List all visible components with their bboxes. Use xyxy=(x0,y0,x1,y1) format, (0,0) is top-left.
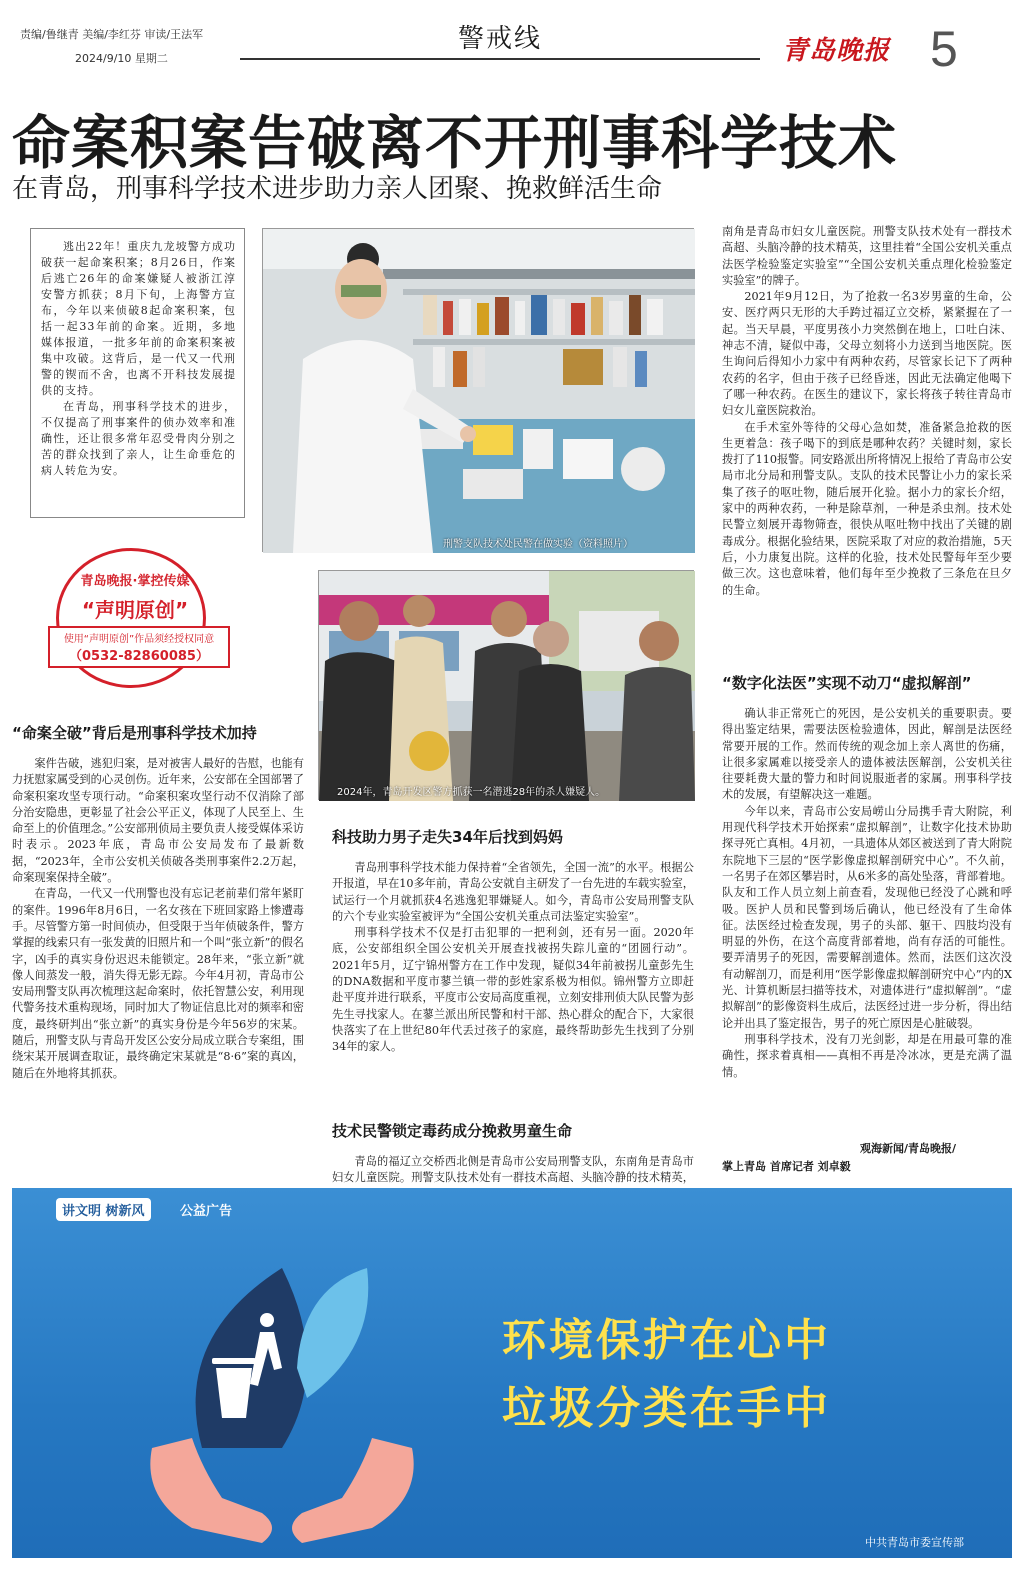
stamp-notice: 使用“声明原创”作品须经授权同意 xyxy=(63,634,215,645)
leaf-light-icon xyxy=(297,1268,368,1398)
article-paragraph: 刑事科学技术不仅是打击犯罪的一把利剑，还有另一面。2020年底，公安部组织全国公安机关开展查找被拐失踪儿童的“团圆行动”。2021年5月，辽宁锦州警方在工作中发现，疑似34年前被拐儿童彭先生的DNA数据和平度市蓼兰镇一带的彭姓家系极为相似。锦州警方立即赶赴平度并进行联系，平度市公安局高度重视，立刻安排刑侦大队民警为彭先生寻找家人。在蓼兰派出所民警和村干部、热心群众的配合下，大家很快落实了在上世纪80年代丢过孩子的家庭，最终帮助彭先生找到了分别34年的家人。 xyxy=(332,926,694,1054)
article-column xyxy=(332,1154,694,1185)
stamp-brand: 青岛晚报·掌控传媒 xyxy=(80,574,190,589)
right-hand-icon xyxy=(292,1438,414,1543)
stamp-phone: （0532-82860085） xyxy=(69,649,209,664)
sub-headline: 在青岛，刑事科学技术进步助力亲人团聚、挽救鲜活生命 xyxy=(12,174,663,204)
article-paragraph: 青岛的福辽立交桥西北侧是青岛市公安局刑警支队，东南角是青岛市妇女儿童医院。刑警支队技术处有一群技术高超、头脑冷静的技术精英， xyxy=(332,1155,694,1185)
article-paragraph: 青岛刑事科学技术能力保持着“全省领先，全国一流”的水平。根据公开报道，早在10多年前，青岛公安就自主研发了一台先进的车载实验室，试运行一个月就抓获4名逃逸犯罪嫌疑人。如今，青岛市公安局刑警支队的六个专业实验室被评为“全国公安机关重点司法鉴定实验室”。 xyxy=(332,861,694,923)
article-paragraph: 在青岛，一代又一代刑警也没有忘记老前辈们常年紧盯的案件。1996年8月6日，一名女孩在下班回家路上惨遭毒手。尽管警方第一时间侦办，但受限于当年侦破条件，警方掌握的线索只有一张发黄的旧照片和一个叫“张立新”的假名字，凶手的真实身份迟迟未能锁定。28年来，“张立新”就像人间蒸发一般，消失得无影无踪。今年4月初，青岛市公安局刑警支队再次梳理这起命案时，依托智慧公安，利用现代警务技术重构现场，同时加大了物证信息比对的频率和密度，最终研判出“张立新”的真实身份是今年56岁的宋某。随后，刑警支队与青岛开发区公安分局成立联合专案组，围绕宋某开展调查取证，最终确定宋某就是“8·6”案的真凶，随后在外地将其抓获。 xyxy=(12,887,304,1080)
stamp-notice-box xyxy=(48,626,230,668)
main-headline: 命案积案告破离不开刑事科学技术 xyxy=(12,109,898,177)
ad-type: 公益广告 xyxy=(180,1204,233,1219)
article-column xyxy=(332,860,694,1110)
lab-photo-illustration xyxy=(263,229,695,553)
ad-sponsor: 中共青岛市委宣传部 xyxy=(865,1536,964,1549)
article-paragraph: 在手术室外等待的父母心急如焚，准备紧急抢救的医生更着急：孩子喝下的到底是哪种农药？关键时刻，家长拨打了110报警。同安路派出所将情况上报给了青岛市公安局市北分局和刑警支队。支队的技术民警让小力的家长采集了孩子的呕吐物，随后展开化验。据小力的家长介绍，家中的两种农药，一种是除草剂，一种是杀虫剂。技术处民警立刻展开毒物筛查，很快从呕吐物中找出了关键的剧毒成分。根据化验结果，医院采取了对应的救治措施，5天后，小力康复出院。这样的化验，技术处民警每年至少要做三次。这也意味着，他们每年至少挽救了三条危在旦夕的生命。 xyxy=(722,420,1012,597)
page-number: 5 xyxy=(930,21,958,77)
photo-caption: 刑警支队技术处民警在做实验（资料照片） xyxy=(443,539,633,550)
ad-slogan-line2: 垃圾分类在手中 xyxy=(502,1383,831,1434)
byline: 观海新闻/青岛晚报/ xyxy=(860,1142,957,1155)
section-heading: 技术民警锁定毒药成分挽救男童生命 xyxy=(332,1122,573,1140)
left-hand-icon xyxy=(150,1438,272,1543)
article-column xyxy=(722,706,1012,1138)
ad-tag: 讲文明 树新风 xyxy=(56,1198,151,1221)
lab-photo xyxy=(262,228,694,552)
article-paragraph: 今年以来，青岛市公安局崂山分局携手青大附院，利用现代科学技术开始探索“虚拟解剖”，让数字化技术协助探寻死亡真相。4月初，一具遗体从郊区被送到了青大附院东院地下三层的“医学影像虚拟解剖研究中心”。不久前，一名男子在郊区攀岩时，从6米多的高处坠落，背部着地。队友和工作人员立刻上前查看，发现他已经没了心跳和呼吸。医护人员和民警到场后确认，他已经没有了生命体征。法医经过检查发现，男子的头部、躯干、四肢均没有明显的外伤，在这个高度背部着地，尚有存活的可能性。要弄清男子的死因，需要解剖遗体。然而，法医们这次没有动解剖刀，而是利用“医学影像虚拟解剖研究中心”内的X光、计算机断层扫描等技术，对遗体进行“虚拟解剖”。“虚拟解剖”的影像资料生成后，法医经过进一步分析，得出结论并出具了鉴定报告，男子的死亡原因是心脏破裂。 xyxy=(722,804,1012,1030)
ad-slogan-line1: 环境保护在心中 xyxy=(502,1315,831,1366)
public-service-ad xyxy=(12,1188,1012,1558)
section-heading: 科技助力男子走失34年后找到妈妈 xyxy=(332,828,563,846)
issue-date: 2024/9/10 星期二 xyxy=(75,52,168,65)
article-column xyxy=(12,756,304,1176)
article-paragraph: 确认非正常死亡的死因，是公安机关的重要职责。要得出鉴定结果，需要法医检验遗体，因此，解剖是法医经常要开展的工作。然而传统的观念加上亲人离世的伤痛，让很多家属难以接受亲人的遗体被法医解剖，公安机关往往要耗费大量的警力和时间说服逝者的家属。刑事科学技术的发展，有望解决这一难题。 xyxy=(722,707,1012,802)
article-paragraph: 刑事科学技术，没有刀光剑影，却是在用最可靠的准确性，探求着真相——真相不再是冷冰冰，更是充满了温情。 xyxy=(722,1032,1012,1079)
editor-credits: 责编/鲁继青 美编/李红芬 审读/王法军 xyxy=(20,28,204,41)
section-heading: “命案全破”背后是刑事科学技术加持 xyxy=(12,724,257,742)
arrest-photo xyxy=(318,570,694,800)
photo-caption: 2024年，青岛开发区警方抓获一名潜逃28年的杀人嫌疑人。 xyxy=(337,787,606,798)
lead-paragraph: 逃出22年！重庆九龙坡警方成功破获一起命案积案；8月26日，作案后逃亡26年的命案嫌疑人被浙江淳安警方抓获；8月下旬，上海警方宣布，今年以来侦破8起命案积案，包括一起33年前的命案。近期，多地媒体报道，一批多年前的命案积案被集中攻破。这背后，是一代又一代刑警的锲而不舍，也离不开科技发展提供的支持。 xyxy=(41,240,236,397)
header-rule xyxy=(240,58,760,60)
article-paragraph: 案件告破，逃犯归案，是对被害人最好的告慰，也能有力抚慰家属受到的心灵创伤。近年来，公安部在全国部署了命案积案攻坚专项行动。“命案积案攻坚行动不仅消除了部分治安隐患，更彰显了社会公平正义，体现了人民至上、生命至上的价值理念。”公安部刑侦局主要负责人接受媒体采访时表示。2023年底，青岛市公安局发布了最新数据，“2023年，全市公安机关侦破各类刑事案件2.2万起，命案现案保持全破”。 xyxy=(12,757,304,885)
byline: 掌上青岛 首席记者 刘卓毅 xyxy=(722,1160,851,1173)
lead-paragraph: 在青岛，刑事科学技术的进步，不仅提高了刑事案件的侦办效率和准确性，还让很多常年忍受骨肉分别之苦的群众找到了亲人，让生命垂危的病人转危为安。 xyxy=(41,400,236,477)
original-statement-stamp xyxy=(48,548,226,674)
article-paragraph: 南角是青岛市妇女儿童医院。刑警支队技术处有一群技术高超、头脑冷静的技术精英，这里挂着“全国公安机关重点法医学检验鉴定实验室”“全国公安机关重点理化检验鉴定实验室”的牌子。 xyxy=(722,225,1012,287)
article-column-continued xyxy=(722,224,1012,656)
arrest-photo-illustration xyxy=(319,571,695,801)
stamp-title: “声明原创” xyxy=(81,598,189,622)
recycle-illustration xyxy=(132,1248,432,1548)
lead-box xyxy=(30,228,245,518)
article-paragraph: 2021年9月12日，为了抢救一名3岁男童的生命，公安、医疗两只无形的大手跨过福辽立交桥，紧紧握在了一起。当天早晨，平度男孩小力突然倒在地上，口吐白沫、神志不清，疑似中毒，父母立刻将小力送到当地医院。医生询问后得知小力家中有两种农药，尽管家长记下了两种农药的名字，但由于孩子已经昏迷，因此无法确定他喝下了哪一种农药。在医生的建议下，家长将孩子转往青岛市妇女儿童医院救治。 xyxy=(722,290,1012,418)
section-heading: “数字化法医”实现不动刀“虚拟解剖” xyxy=(722,674,972,692)
section-title: 警戒线 xyxy=(457,24,542,54)
newspaper-logo: 青岛晚报 xyxy=(782,36,891,66)
